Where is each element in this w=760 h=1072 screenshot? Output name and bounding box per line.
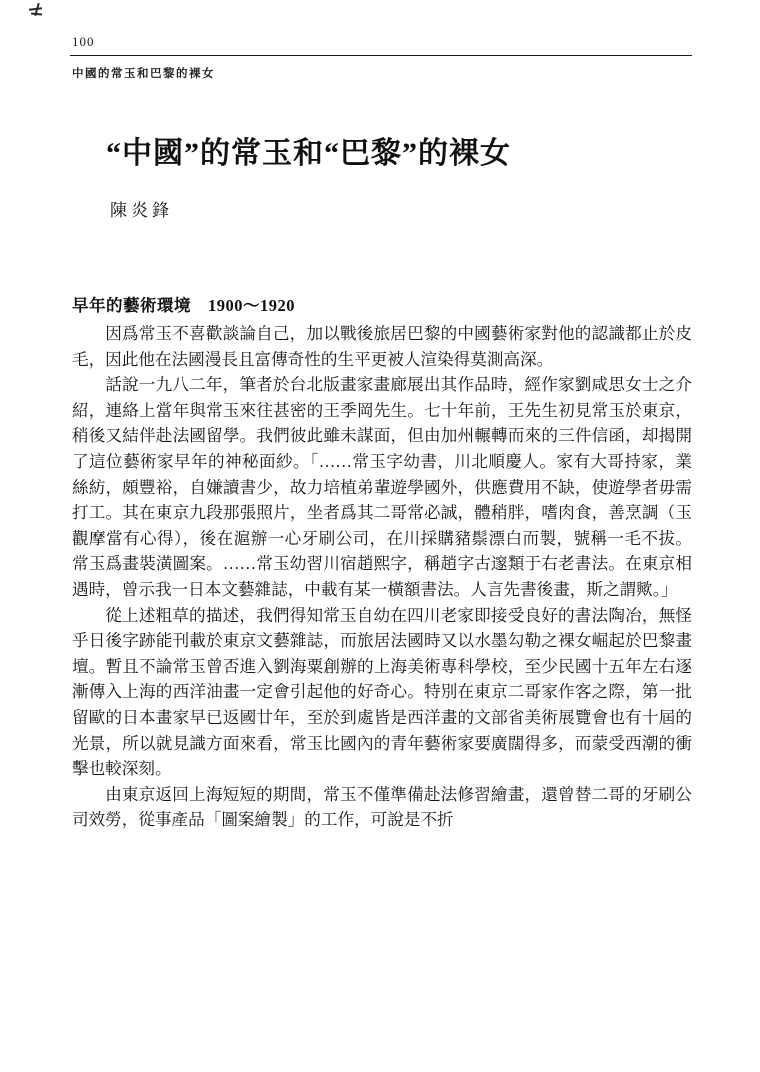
- running-header: 中國的常玉和巴黎的裸女: [72, 68, 215, 80]
- page-number: 100: [72, 34, 95, 49]
- article-title: “中國”的常玉和“巴黎”的裸女: [106, 137, 511, 170]
- paragraph: 由東京返回上海短短的期間，常玉不僅準備赴法修習繪畫，還曾替二哥的牙刷公司效勞，從事產品「圖案繪製」的工作，可說是不折: [72, 784, 692, 830]
- paragraph: 話說一九八二年，筆者於台北版畫家畫廊展出其作品時，經作家劉咸思女士之介紹，連絡上當年與常玉來往甚密的王季岡先生。七十年前，王先生初見常玉於東京，稍後又結伴赴法國留學。我們彼此雖未謀面，但由加州輾轉而來的三件信函，却揭開了這位藝術家早年的神秘面紗。「……常玉字幼書，川北順慶人。家有大哥持家，業絲紡，頗豐裕，自嫌讀書少，故力培植弟輩遊學國外，供應費用不缺，使遊學者毋需打工。其在東京九段那張照片，坐者爲其二哥常必誠，體稍胖，嗜肉食，善烹調（玉觀摩當有心得），後在滬辦一心牙刷公司，在川採購豬鬃漂白而製，號稱一毛不拔。常玉爲畫裝潢圖案。……常玉幼習川宿趙熙字，稱趙字古邃類于右老書法。在東京相遇時，曾示我一日本文藝雜誌，中載有某一橫額書法。人言先書後畫，斯之謂歟。」: [72, 375, 692, 599]
- author-name: 陳炎鋒: [110, 201, 173, 220]
- header-rule: [70, 55, 692, 56]
- article-body: [72, 321, 692, 833]
- section-heading: 早年的藝術環境 1900～1920: [72, 296, 295, 315]
- scan-artifact: [28, 3, 50, 23]
- paragraph: 因爲常玉不喜歡談論自己，加以戰後旅居巴黎的中國藝術家對他的認識都止於皮毛，因此他在法國漫長且富傳奇性的生平更被人渲染得莫測高深。: [72, 324, 692, 369]
- paragraph: 從上述粗草的描述，我們得知常玉自幼在四川老家即接受良好的書法陶冶，無怪乎日後字跡能刊載於東京文藝雜誌，而旅居法國時又以水墨勾勒之裸女崛起於巴黎畫壇。暫且不論常玉曾否進入劉海粟創辦的上海美術專科學校，至少民國十五年左右逐漸傳入上海的西洋油畫一定會引起他的好奇心。特別在東京二哥家作客之際，第一批留歐的日本畫家早已返國廿年，至於到處皆是西洋畫的文部省美術展覽會也有十屆的光景，所以就見識方面來看，常玉比國內的青年藝術家要廣闊得多，而蒙受西潮的衝擊也較深刻。: [72, 605, 692, 779]
